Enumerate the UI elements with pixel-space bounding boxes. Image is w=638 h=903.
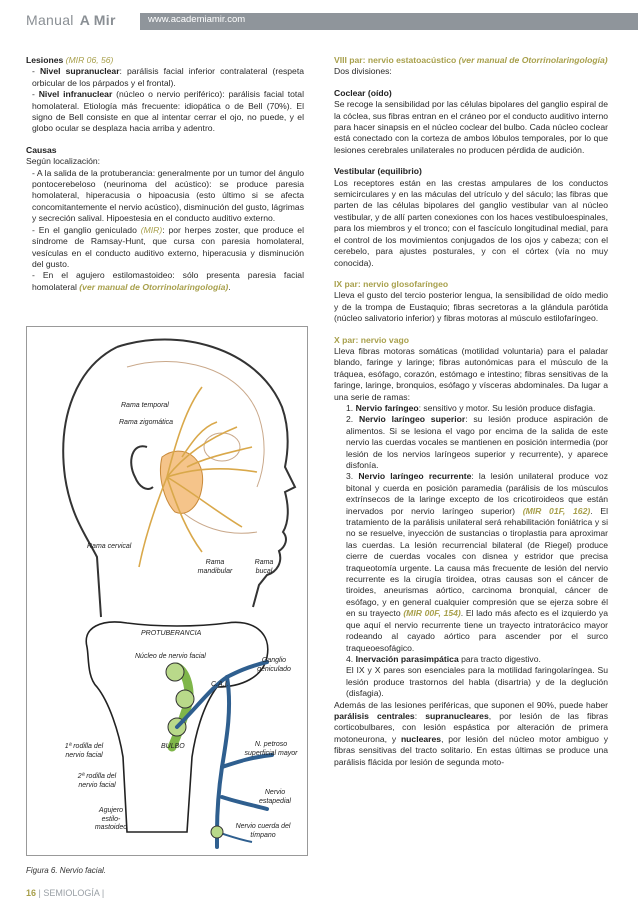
- causa-3-post: .: [228, 281, 231, 292]
- ix-text: Lleva el gusto del tercio posterior lengua, la sensibilidad de oído medio y de la trompa de Eustaquio; fibras secretoras a la glándula parótida (núcleo salivatorio inferior) y fibras motoras al músculo estilofaríngeo.: [334, 290, 608, 324]
- rama-3-ref-2: (MIR 00F, 154): [403, 608, 461, 619]
- viii-title: VIII par: nervio estatoacústico: [334, 55, 457, 65]
- vestibular-text: Los receptores están en las crestas ampulares de los conductos semicirculares y en las máculas del utrículo y del sáculo; las fibras que parten de las células bipolares del ganglio vestibular van al núcleo vestibular, y de allí parten conexiones con los haces vestibuloespinales, para los miembros y el tronco; con el fascículo longitudinal medial, para el control de los movimientos conjugados de los ojos y cabeza; con el cerebelo, para ajustes posturales, y con el córtex (vía no muy conocida).: [334, 177, 608, 268]
- lesiones-heading: [26, 55, 304, 66]
- label-estapedial: Nervio estapedial: [259, 789, 291, 805]
- lesiones-title: Lesiones: [26, 55, 64, 65]
- label-ganglio-geniculado: Ganglio geniculado: [257, 657, 291, 673]
- rama-4: [334, 654, 608, 665]
- right-column: [334, 55, 608, 768]
- rama-4-label: Inervación parasimpática: [355, 653, 459, 664]
- label-rama-zigomatica: Rama zigomática: [119, 419, 174, 426]
- ix-x-text: El IX y X pares son esenciales para la motilidad faringolaríngea. Su lesión produce trastornos del habla (disartria) y de la deglución (disfagia).: [346, 665, 608, 699]
- label-agujero: Agujero estilo-mastoideo: [94, 807, 128, 831]
- causa-3-pre: - En el agujero estilomastoideo: sólo presenta paresia facial homolateral: [32, 270, 304, 292]
- rama-4-text: para tracto digestivo.: [458, 653, 541, 664]
- causa-3: [26, 270, 304, 293]
- manual-label: Manual: [26, 12, 74, 28]
- left-column: [26, 55, 304, 293]
- footer-section: | SEMIOLOGÍA |: [38, 888, 105, 898]
- label-nucleo-facial: Núcleo de nervio facial: [135, 653, 206, 660]
- header-bar: [140, 13, 638, 30]
- page-footer: [26, 888, 104, 898]
- label-cuerda-timpano: Nervio cuerda del tímpano: [235, 823, 291, 839]
- lesiones-ref: (MIR 06, 56): [65, 55, 114, 65]
- infra-label: Nivel infranuclear: [38, 89, 113, 100]
- rama-4-num: 4.: [346, 653, 354, 664]
- site-url[interactable]: www.academiamir.com: [148, 14, 246, 25]
- rama-3-num: 3.: [346, 471, 354, 482]
- supra-text: : parálisis facial inferior contralateral (respeta orbicular de los párpados y el frontal).: [32, 66, 305, 88]
- causas-intro: Según localización:: [26, 156, 101, 167]
- final-a: Además de las lesiones periféricas, que suponen el 90%, puede haber: [334, 699, 608, 710]
- page-number: 16: [26, 888, 37, 898]
- label-rama-bucal: Rama bucal: [254, 559, 274, 575]
- label-2a-rodilla: 2ª rodilla del nervio facial: [77, 773, 117, 789]
- causa-2-post: : por herpes zoster, que produce el síndrome de Ramsay-Hunt, que cursa con paresia homolateral, vesículas en el conducto auditivo externo, hiperacusia y disminución del gusto.: [32, 224, 304, 269]
- infra-paragraph: - Nivel infranuclear (núcleo o nervio periférico): parálisis facial total homolateral. Etiología más frecuente: idiopática o de Bell (70%). El signo de Bell consiste en que al intentar cerrar el ojo, no puede, y el globo ocular se desplaza hacia arriba y adentro.: [32, 89, 304, 134]
- causa-2-pre: - En el ganglio geniculado: [32, 224, 141, 235]
- infra-text: (núcleo o nervio periférico): parálisis facial total homolateral. Etiología más frecuente: idiopática o de Bell (70%). El signo de Bell consiste en que al intentar cerrar el ojo, no puede, y el globo ocular se desplaza hacia arriba y adentro.: [32, 89, 304, 134]
- x-text: Lleva fibras motoras somáticas (motilidad voluntaria) para el paladar blando, faringe y laringe; fibras autonómicas para el músculo de la tráquea, esófago, corazón, estómago e intestino; fibras sensitivas de la faringe, laringe, bronquios, esófago y vísceras abdominales. Da lugar a una serie de ramas:: [334, 345, 608, 402]
- final-e: , por lesión del núcleo motor ambiguo y fibras sensitivas del tracto solitario. En estas últimas se produce una parálisis flácida por lesión de segunda moto-: [334, 733, 608, 767]
- final-b2: supranucleares: [425, 710, 489, 721]
- label-rama-temporal: Rama temporal: [121, 402, 169, 409]
- brand-label: A Mir: [79, 12, 116, 28]
- coclear-title: Coclear (oído): [334, 87, 392, 98]
- causa-1: - A la salida de la protuberancia: generalmente por un tumor del ángulo pontocerebeloso (neurinoma del acústico): se produce paresia homolateral, hiperacusia o hipoacusia (esto último si se afecta concomitantemente el nervio acústico), disminución del gusto, lágrimas y secreción salival. Hipoestesia en el conducto auditivo externo.: [32, 167, 304, 224]
- page-header: [0, 0, 638, 30]
- final-b1: parálisis centrales: [334, 710, 415, 721]
- label-bulbo: BULBO: [161, 743, 185, 750]
- rama-1-num: 1.: [346, 402, 354, 413]
- rama-3-text-b: . El tratamiento de la parálisis unilateral será rehabilitación foniátrica y si no se resuelve, inyección de sustancias o tiroplastia para aproximar las cuerdas. La lesión recurrencial bilateral (de Riegel) produce cierre de cuerdas vocales con disnea y estridor que precisa traqueotomía urgente. La causa más frecuente de lesión del nervio recurrente es la cirugía tiroidea, otras causas son el cáncer de tiroides, aneurismas aórtico, carcinoma bronquial, cáncer de esófago, y en general cualquier compresión que se ejerza sobre él en su trayecto: [346, 505, 608, 619]
- facial-nerve-figure: [26, 326, 308, 856]
- viii-heading: [334, 55, 608, 66]
- label-rama-cervical: Rama cervical: [87, 543, 132, 550]
- label-petroso: N. petroso superficial mayor: [244, 741, 298, 757]
- final-b3: nucleares: [400, 733, 442, 744]
- rama-2-text: : su lesión produce aspiración de alimentos. Si se lesiona el vago por encima de la salida de este nervio las cuerdas vocales se mantienen en posición intermedia (por lesión de los nervios laríngeos superior y recurrente), y aparece disfonía.: [346, 414, 608, 470]
- supra-label: Nivel supranuclear: [39, 66, 120, 77]
- ix-title: IX par: nervio glosofaríngeo: [334, 278, 449, 289]
- x-title: X par: nervio vago: [334, 334, 409, 345]
- rama-2-num: 2.: [346, 414, 354, 425]
- label-protuberancia: PROTUBERANCIA: [141, 630, 202, 637]
- rama-2-label: Nervio laríngeo superior: [359, 414, 466, 425]
- causas-title: Causas: [26, 144, 57, 155]
- vestibular-title: Vestibular (equilibrio): [334, 166, 422, 177]
- rama-3-ref-1: (MIR 01F, 162): [522, 505, 591, 516]
- final-paragraph: [334, 700, 608, 768]
- rama-3-text-c: . El lado más afecto es el izquierdo ya que aquí el nervio recurrente tiene un trayecto intratorácico mayor rodeando al cayado aórtico para ascender por el surco traqueoesofágico.: [346, 608, 608, 653]
- causa-2-ref: (MIR): [140, 224, 163, 235]
- rama-1-label: Nervio faríngeo: [355, 402, 419, 413]
- coclear-text: Se recoge la sensibilidad por las células bipolares del ganglio espiral de la cóclea, sus fibras entran en el cráneo por el conducto auditivo interno para hacer sinapsis en el núcleo coclear del bulbo. Cada núcleo coclear está conectado con la corteza de ambos lóbulos temporales, por lo que lesiones cerebrales unilaterales no producen pérdida de audición.: [334, 99, 608, 155]
- rama-1: [334, 403, 608, 414]
- manual-title: [26, 12, 116, 28]
- supra-paragraph: - Nivel supranuclear: parálisis facial inferior contralateral (respeta orbicular de los párpados y el frontal).: [32, 66, 305, 88]
- label-rama-mandibular: Rama mandibular: [197, 559, 233, 575]
- rama-3-label: Nervio laríngeo recurrente: [358, 471, 472, 482]
- rama-1-text: : sensitivo y motor. Su lesión produce disfagia.: [418, 402, 596, 413]
- rama-2: [334, 414, 608, 471]
- rama-3: [334, 471, 608, 654]
- label-cai: C.A.I.: [211, 681, 229, 688]
- figure-caption: Figura 6. Nervio facial.: [26, 866, 107, 875]
- final-c: :: [414, 710, 426, 721]
- viii-ref: (ver manual de Otorrinolaringología): [458, 55, 608, 65]
- rama-3-text-a: : la lesión unilateral produce voz bitonal y cuerda en posición paramedia (parálisis de los músculos extrínsecos de la laringe excepto de los cricotiroideos que están inervados por nervio laríngeo superior): [346, 471, 608, 516]
- final-d: , por lesión de las fibras corticobulbares, con lesión espástica por alteración de primera motoneurona, y: [334, 710, 608, 744]
- causa-3-ref: (ver manual de Otorrinolaringología): [79, 281, 229, 292]
- viii-intro: Dos divisiones:: [334, 66, 392, 77]
- label-1a-rodilla: 1ª rodilla del nervio facial: [64, 743, 104, 759]
- causa-2: [26, 225, 304, 271]
